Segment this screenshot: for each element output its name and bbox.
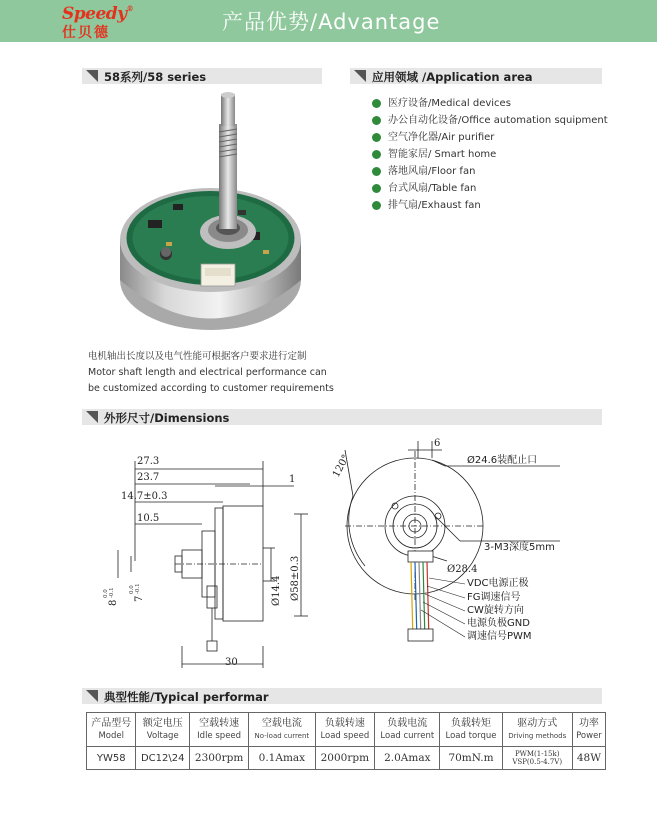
header-cell: 额定电压 Voltage <box>136 713 190 747</box>
cell-voltage: DC12\24 <box>136 747 190 770</box>
dim-d14-4: Ø14.4 <box>271 575 282 606</box>
application-item: 办公自动化设备/Office automation squipment <box>372 112 608 129</box>
dim-shaft-7-lower: -0.1 <box>135 583 141 594</box>
header-cell: 负载电流 Load current <box>375 713 440 747</box>
dim-bore: Ø24.6装配止口 <box>467 455 538 466</box>
table-header-row <box>87 713 606 747</box>
wire-label-gnd: 电源负极GND <box>467 618 530 629</box>
section-dimensions <box>82 409 602 425</box>
caption-line-en-2: be customized according to customer requirements <box>88 383 334 394</box>
page-title: 产品优势/Advantage <box>222 10 441 34</box>
header-cell: 空载电流 No-load current <box>249 713 315 747</box>
header-cell: 负载转速 Load speed <box>315 713 375 747</box>
customization-caption <box>88 349 334 397</box>
section-typical-performance <box>82 688 602 704</box>
section-marker-icon <box>86 70 98 82</box>
application-item: 落地风扇/Floor fan <box>372 163 608 180</box>
logo-word: Speedy <box>62 4 127 24</box>
section-title: 外形尺寸/Dimensions <box>104 411 230 425</box>
logo-chinese: 仕贝德 <box>62 25 110 41</box>
caption-line-en-1: Motor shaft length and electrical performance can <box>88 367 327 378</box>
dim-shaft-8-lower: -0.1 <box>109 587 115 598</box>
section-title: 典型性能/Typical performar <box>104 690 269 704</box>
application-list <box>372 95 608 214</box>
dim-shaft-8: 8 <box>108 599 119 606</box>
dim-angle-120: 120° <box>330 452 352 480</box>
cell-driving-methods: PWM(1-15k) VSP(0.5-4.7V) <box>502 747 572 770</box>
header-cell: 驱动方式 Driving methods <box>502 713 572 747</box>
cell-power: 48W <box>572 747 605 770</box>
application-item: 台式风扇/Table fan <box>372 180 608 197</box>
dim-holes: 3-M3深度5mm <box>484 542 555 553</box>
section-title: 应用领域 /Application area <box>372 70 533 84</box>
bullet-icon <box>372 201 381 210</box>
bullet-icon <box>372 133 381 142</box>
bullet-icon <box>372 99 381 108</box>
cell-model: YW58 <box>87 747 136 770</box>
wire-bundle <box>408 562 433 641</box>
bullet-icon <box>372 150 381 159</box>
dim-shaft-8-upper: 0.0 <box>103 589 109 598</box>
wire-label-cw: CW旋转方向 <box>467 605 524 616</box>
section-application-area <box>350 68 602 84</box>
application-item: 智能家居/ Smart home <box>372 146 608 163</box>
bullet-icon <box>372 167 381 176</box>
cell-load-speed: 2000rpm <box>315 747 375 770</box>
dim-27-3: 27.3 <box>137 456 160 467</box>
dim-23-7: 23.7 <box>137 472 160 483</box>
cell-load-torque: 70mN.m <box>440 747 502 770</box>
section-58-series <box>82 68 322 84</box>
dim-14-7: 14.7±0.3 <box>121 491 168 502</box>
application-item: 排气扇/Exhaust fan <box>372 197 608 214</box>
wire-label-pwm: 调速信号PWM <box>467 631 532 642</box>
wire-label-vdc: VDC电源正极 <box>467 578 529 589</box>
cell-load-current: 2.0Amax <box>375 747 440 770</box>
cell-noload-current: 0.1Amax <box>249 747 315 770</box>
bullet-icon <box>372 116 381 125</box>
dim-30: 30 <box>225 657 238 668</box>
dim-1: 1 <box>289 474 296 485</box>
dim-10-5: 10.5 <box>137 513 160 524</box>
header-banner <box>0 0 657 42</box>
header-cell: 空载转速 Idle speed <box>190 713 249 747</box>
section-marker-icon <box>354 70 366 82</box>
logo-registered-mark: ® <box>126 4 134 13</box>
wire-label-fg: FG调速信号 <box>467 592 521 603</box>
speedy-logo <box>60 4 134 41</box>
dim-shaft-7-upper: 0.0 <box>129 585 135 594</box>
cell-idle-speed: 2300rpm <box>190 747 249 770</box>
section-marker-icon <box>86 411 98 423</box>
header-cell: 产品型号 Model <box>87 713 136 747</box>
application-item: 空气净化器/Air purifier <box>372 129 608 146</box>
table-row <box>87 747 606 770</box>
header-cell: 功率 Power <box>572 713 605 747</box>
header-cell: 负载转矩 Load torque <box>440 713 502 747</box>
caption-line-cn: 电机轴出长度以及电气性能可根据客户要求进行定制 <box>88 351 307 362</box>
dim-shaft-7: 7 <box>134 595 145 602</box>
dim-pcd: Ø28.4 <box>447 564 478 575</box>
performance-table <box>86 712 606 770</box>
section-marker-icon <box>86 690 98 702</box>
motor-photo <box>118 92 303 337</box>
dimension-drawing <box>95 436 615 676</box>
dim-6: 6 <box>434 438 441 449</box>
bullet-icon <box>372 184 381 193</box>
dim-d58: Ø58±0.3 <box>290 555 301 601</box>
application-item: 医疗设备/Medical devices <box>372 95 608 112</box>
section-title: 58系列/58 series <box>104 70 207 84</box>
